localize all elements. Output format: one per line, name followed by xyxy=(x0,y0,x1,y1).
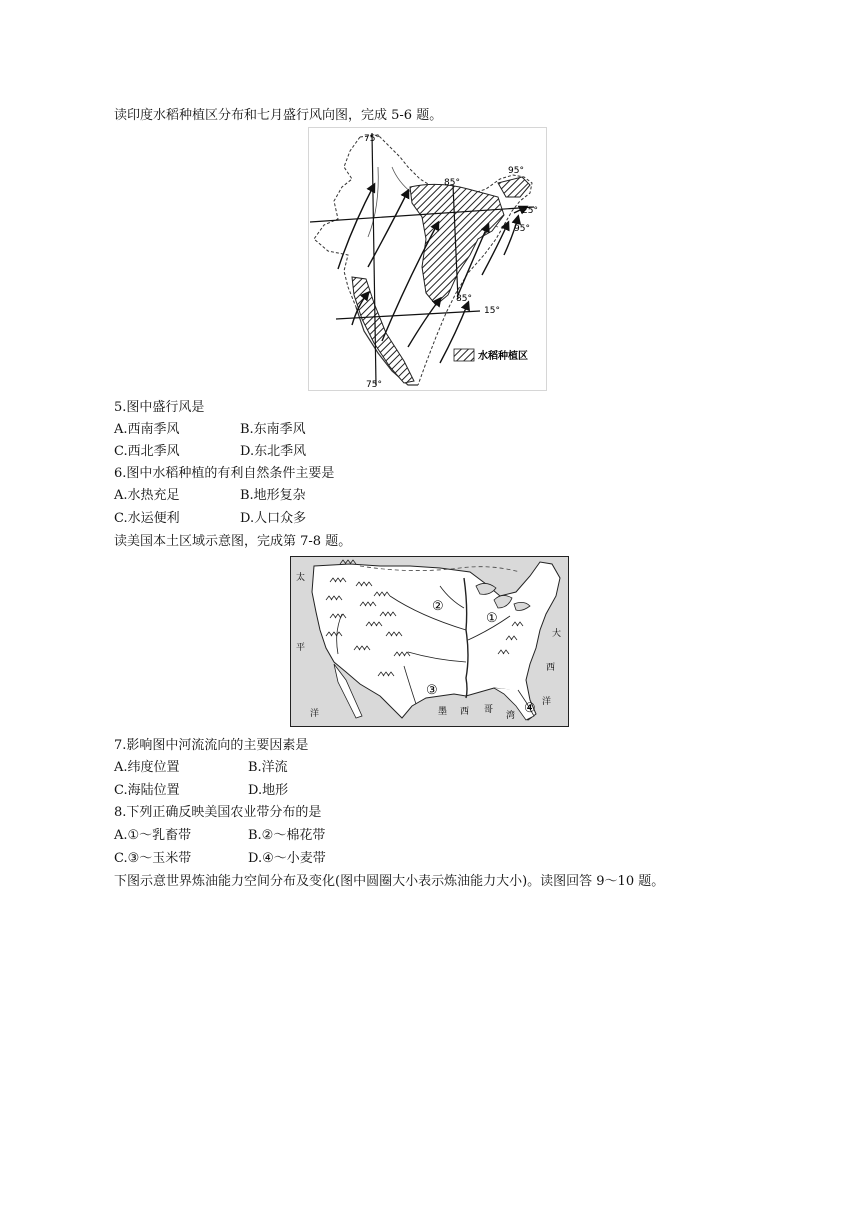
q5-option-a: A.西南季风 xyxy=(114,422,180,437)
label-95-right: 95° xyxy=(514,224,530,234)
label-xi-right: 西 xyxy=(546,663,556,673)
label-xi-gulf: 西 xyxy=(460,707,470,717)
label-75-top: 75° xyxy=(364,134,380,144)
q8-stem: 8.下列正确反映美国农业带分布的是 xyxy=(114,805,322,820)
label-tai: 太 xyxy=(296,573,306,583)
label-ping: 平 xyxy=(296,643,306,653)
q6-option-d: D.人口众多 xyxy=(240,511,307,526)
marker-2: ② xyxy=(432,599,444,614)
india-rice-wind-map xyxy=(308,127,548,391)
label-yang-right: 洋 xyxy=(542,697,552,707)
q7-option-a: A.纬度位置 xyxy=(114,760,180,775)
label-ge: 哥 xyxy=(484,705,494,715)
legend-swatch xyxy=(454,349,474,361)
legend-label: 水稻种植区 xyxy=(478,351,528,362)
intro-questions-7-8: 读美国本土区域示意图，完成第 7-8 题。 xyxy=(114,534,352,549)
intro-questions-9-10: 下图示意世界炼油能力空间分布及变化(图中圆圈大小表示炼油能力大小)。读图回答 9～10 题。 xyxy=(114,874,665,889)
intro-questions-5-6: 读印度水稻种植区分布和七月盛行风向图，完成 5-6 题。 xyxy=(114,108,443,123)
label-wan: 湾 xyxy=(506,711,516,721)
usa-region-map xyxy=(290,556,570,728)
q7-option-d: D.地形 xyxy=(248,783,289,798)
q7-stem: 7.影响图中河流流向的主要因素是 xyxy=(114,738,309,753)
marker-1: ① xyxy=(486,611,498,626)
label-mo: 墨 xyxy=(438,707,448,717)
label-yang-left: 洋 xyxy=(310,709,320,719)
q7-option-c: C.海陆位置 xyxy=(114,783,180,798)
q5-option-b: B.东南季风 xyxy=(240,422,306,437)
q7-option-b: B.洋流 xyxy=(248,760,288,775)
q5-stem: 5.图中盛行风是 xyxy=(114,400,205,415)
label-75-bottom: 75° xyxy=(366,380,382,390)
q5-option-d: D.东北季风 xyxy=(240,444,307,459)
q6-stem: 6.图中水稻种植的有利自然条件主要是 xyxy=(114,466,335,481)
q8-option-d: D.④～小麦带 xyxy=(248,851,326,866)
label-95-top: 95° xyxy=(508,166,524,176)
label-da: 大 xyxy=(552,629,562,639)
label-25: 25° xyxy=(522,206,538,216)
q8-option-c: C.③～玉米带 xyxy=(114,851,192,866)
q8-option-b: B.②～棉花带 xyxy=(248,828,326,843)
label-15: 15° xyxy=(484,306,500,316)
label-85-top: 85° xyxy=(444,178,460,188)
q5-option-c: C.西北季风 xyxy=(114,444,180,459)
q6-option-c: C.水运便利 xyxy=(114,511,180,526)
q8-option-a: A.①～乳畜带 xyxy=(114,828,192,843)
marker-4: ④ xyxy=(524,701,536,716)
q6-option-a: A.水热充足 xyxy=(114,488,180,503)
q6-option-b: B.地形复杂 xyxy=(240,488,306,503)
label-85-mid: 85° xyxy=(456,294,472,304)
marker-3: ③ xyxy=(426,683,438,698)
